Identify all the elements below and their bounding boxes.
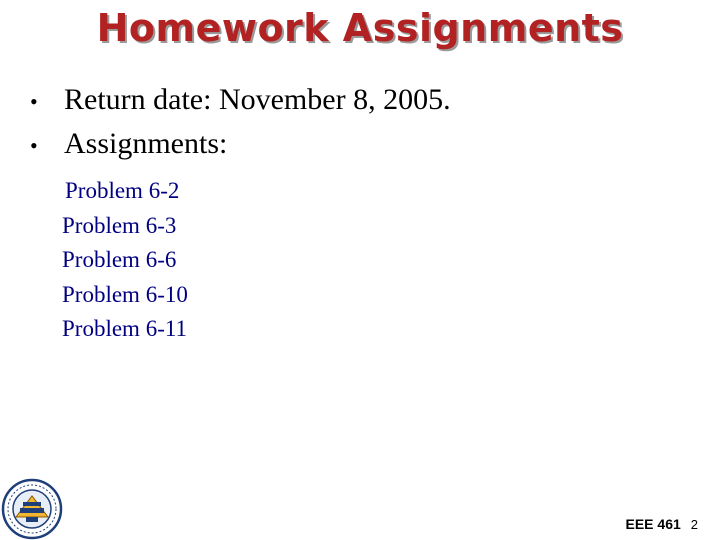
- university-seal-icon: [1, 478, 63, 540]
- problem-item: Problem 6-10: [62, 281, 188, 307]
- bullet-item-return-date: [30, 78, 451, 122]
- slide-footer: [626, 516, 699, 532]
- problem-item: Problem 6-6: [62, 247, 177, 272]
- bullet-symbol: •: [30, 89, 38, 114]
- problem-item: Problem 6-11: [62, 316, 187, 341]
- course-code: EEE 461: [625, 516, 681, 532]
- problem-list: [62, 174, 188, 347]
- page-number: 2: [690, 517, 698, 532]
- slide-title: Homework Assignments: [96, 6, 624, 50]
- bullet-text: Return date: November 8, 2005.: [64, 83, 451, 116]
- problem-item: Problem 6-3: [62, 212, 177, 238]
- bullet-item-assignments: [30, 122, 451, 166]
- bullet-list: [30, 78, 451, 166]
- problem-item: Problem 6-2: [65, 178, 180, 203]
- bullet-text: Assignments:: [64, 127, 228, 160]
- bullet-symbol: •: [30, 133, 38, 158]
